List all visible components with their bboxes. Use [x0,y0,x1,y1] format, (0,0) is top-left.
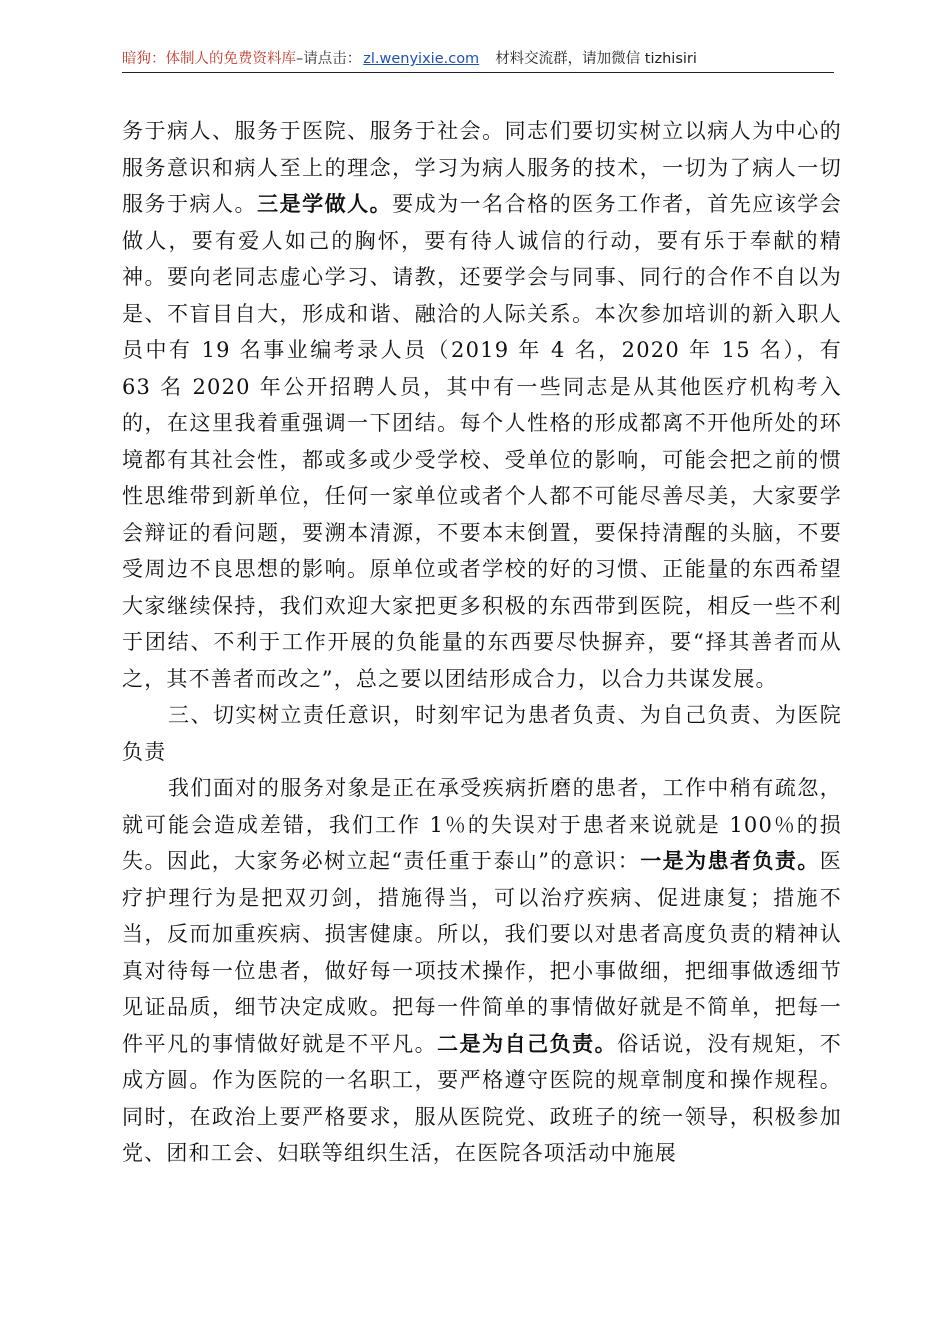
section-heading-3-text: 三、切实树立责任意识，时刻牢记为患者负责、为自己负责、为医院负责 [122,703,842,764]
header-contact: 材料交流群，请加微信 tizhisiri [495,51,697,67]
document-body [122,113,842,1172]
page-header [122,48,842,70]
paragraph-3-text-3: 俗话说，没有规矩，不成方圆。作为医院的一名职工，要严格遵守医院的规章制度和操作规程。同时，在政治上要严格要求，服从医院党、政班子的统一领导，积极参加党、团和工会、妇联等组织生活，在医院各项活动中施展 [122,1031,842,1165]
paragraph-3-heading-1: 一是为患者负责。 [640,848,820,873]
paragraph-1 [122,113,842,697]
header-divider [122,72,834,73]
paragraph-1-text-2: 要成为一名合格的医务工作者，首先应该学会做人，要有爱人如己的胸怀，要有待人诚信的行动，要有乐于奉献的精神。要向老同志虚心学习、请教，还要学会与同事、同行的合作不自以为是、不盲目自大，形成和谐、融洽的人际关系。本次参加培训的新入职人员中有 19 名事业编考录人员（2019 年 4 名，2020 年 15 名），有 63 名 2020 年公开招聘人员，其中有一些同志是从其他医疗机构考入的，在这里我着重强调一下团结。每个人性格的形成都离不开他所处的环境都有其社会性，都或多或少受学校、受单位的影响，可能会把之前的惯性思维带到新单位，任何一家单位或者个人都不可能尽善尽美，大家要学会辩证的看问题，要溯本清源，不要本末倒置，要保持清醒的头脑，不要受周边不良思想的影响。原单位或者学校的好的习惯、正能量的东西希望大家继续保持，我们欢迎大家把更多积极的东西带到医院，相反一些不利于团结、不利于工作开展的负能量的东西要尽快摒弃，要“择其善者而从之，其不善者而改之”，总之要以团结形成合力，以合力共谋发展。 [122,192,843,691]
paragraph-3-text-2: 医疗护理行为是把双刃剑，措施得当，可以治疗疾病、促进康复；措施不当，反而加重疾病、损害健康。所以，我们要以对患者高度负责的精神认真对待每一位患者，做好每一项技术操作，把小事做细，把细事做透细节见证品质，细节决定成败。把每一件简单的事情做好就是不简单，把每一件平凡的事情做好就是不平凡。 [122,849,842,1056]
paragraph-3 [122,770,842,1172]
paragraph-3-text-1: 我们面对的服务对象是正在承受疾病折磨的患者，工作中稍有疏忽，就可能会造成差错，我们工作 1％的失误对于患者来说就是 100％的损失。因此，大家务必树立起“责任重于泰山”的意识： [122,776,842,873]
header-brand: 暗狗：体制人的免费资料库 [122,51,296,67]
section-heading-3 [122,697,842,770]
header-prompt: –请点击： [296,51,362,67]
paragraph-1-text-1: 务于病人、服务于医院、服务于社会。同志们要切实树立以病人为中心的服务意识和病人至上的理念，学习为病人服务的技术，一切为了病人一切服务于病人。 [122,119,842,216]
paragraph-3-heading-2: 二是为自己负责。 [437,1030,618,1056]
paragraph-1-heading-3: 三是学做人。 [257,191,393,216]
header-link[interactable]: zl.wenyixie.com [363,51,480,67]
